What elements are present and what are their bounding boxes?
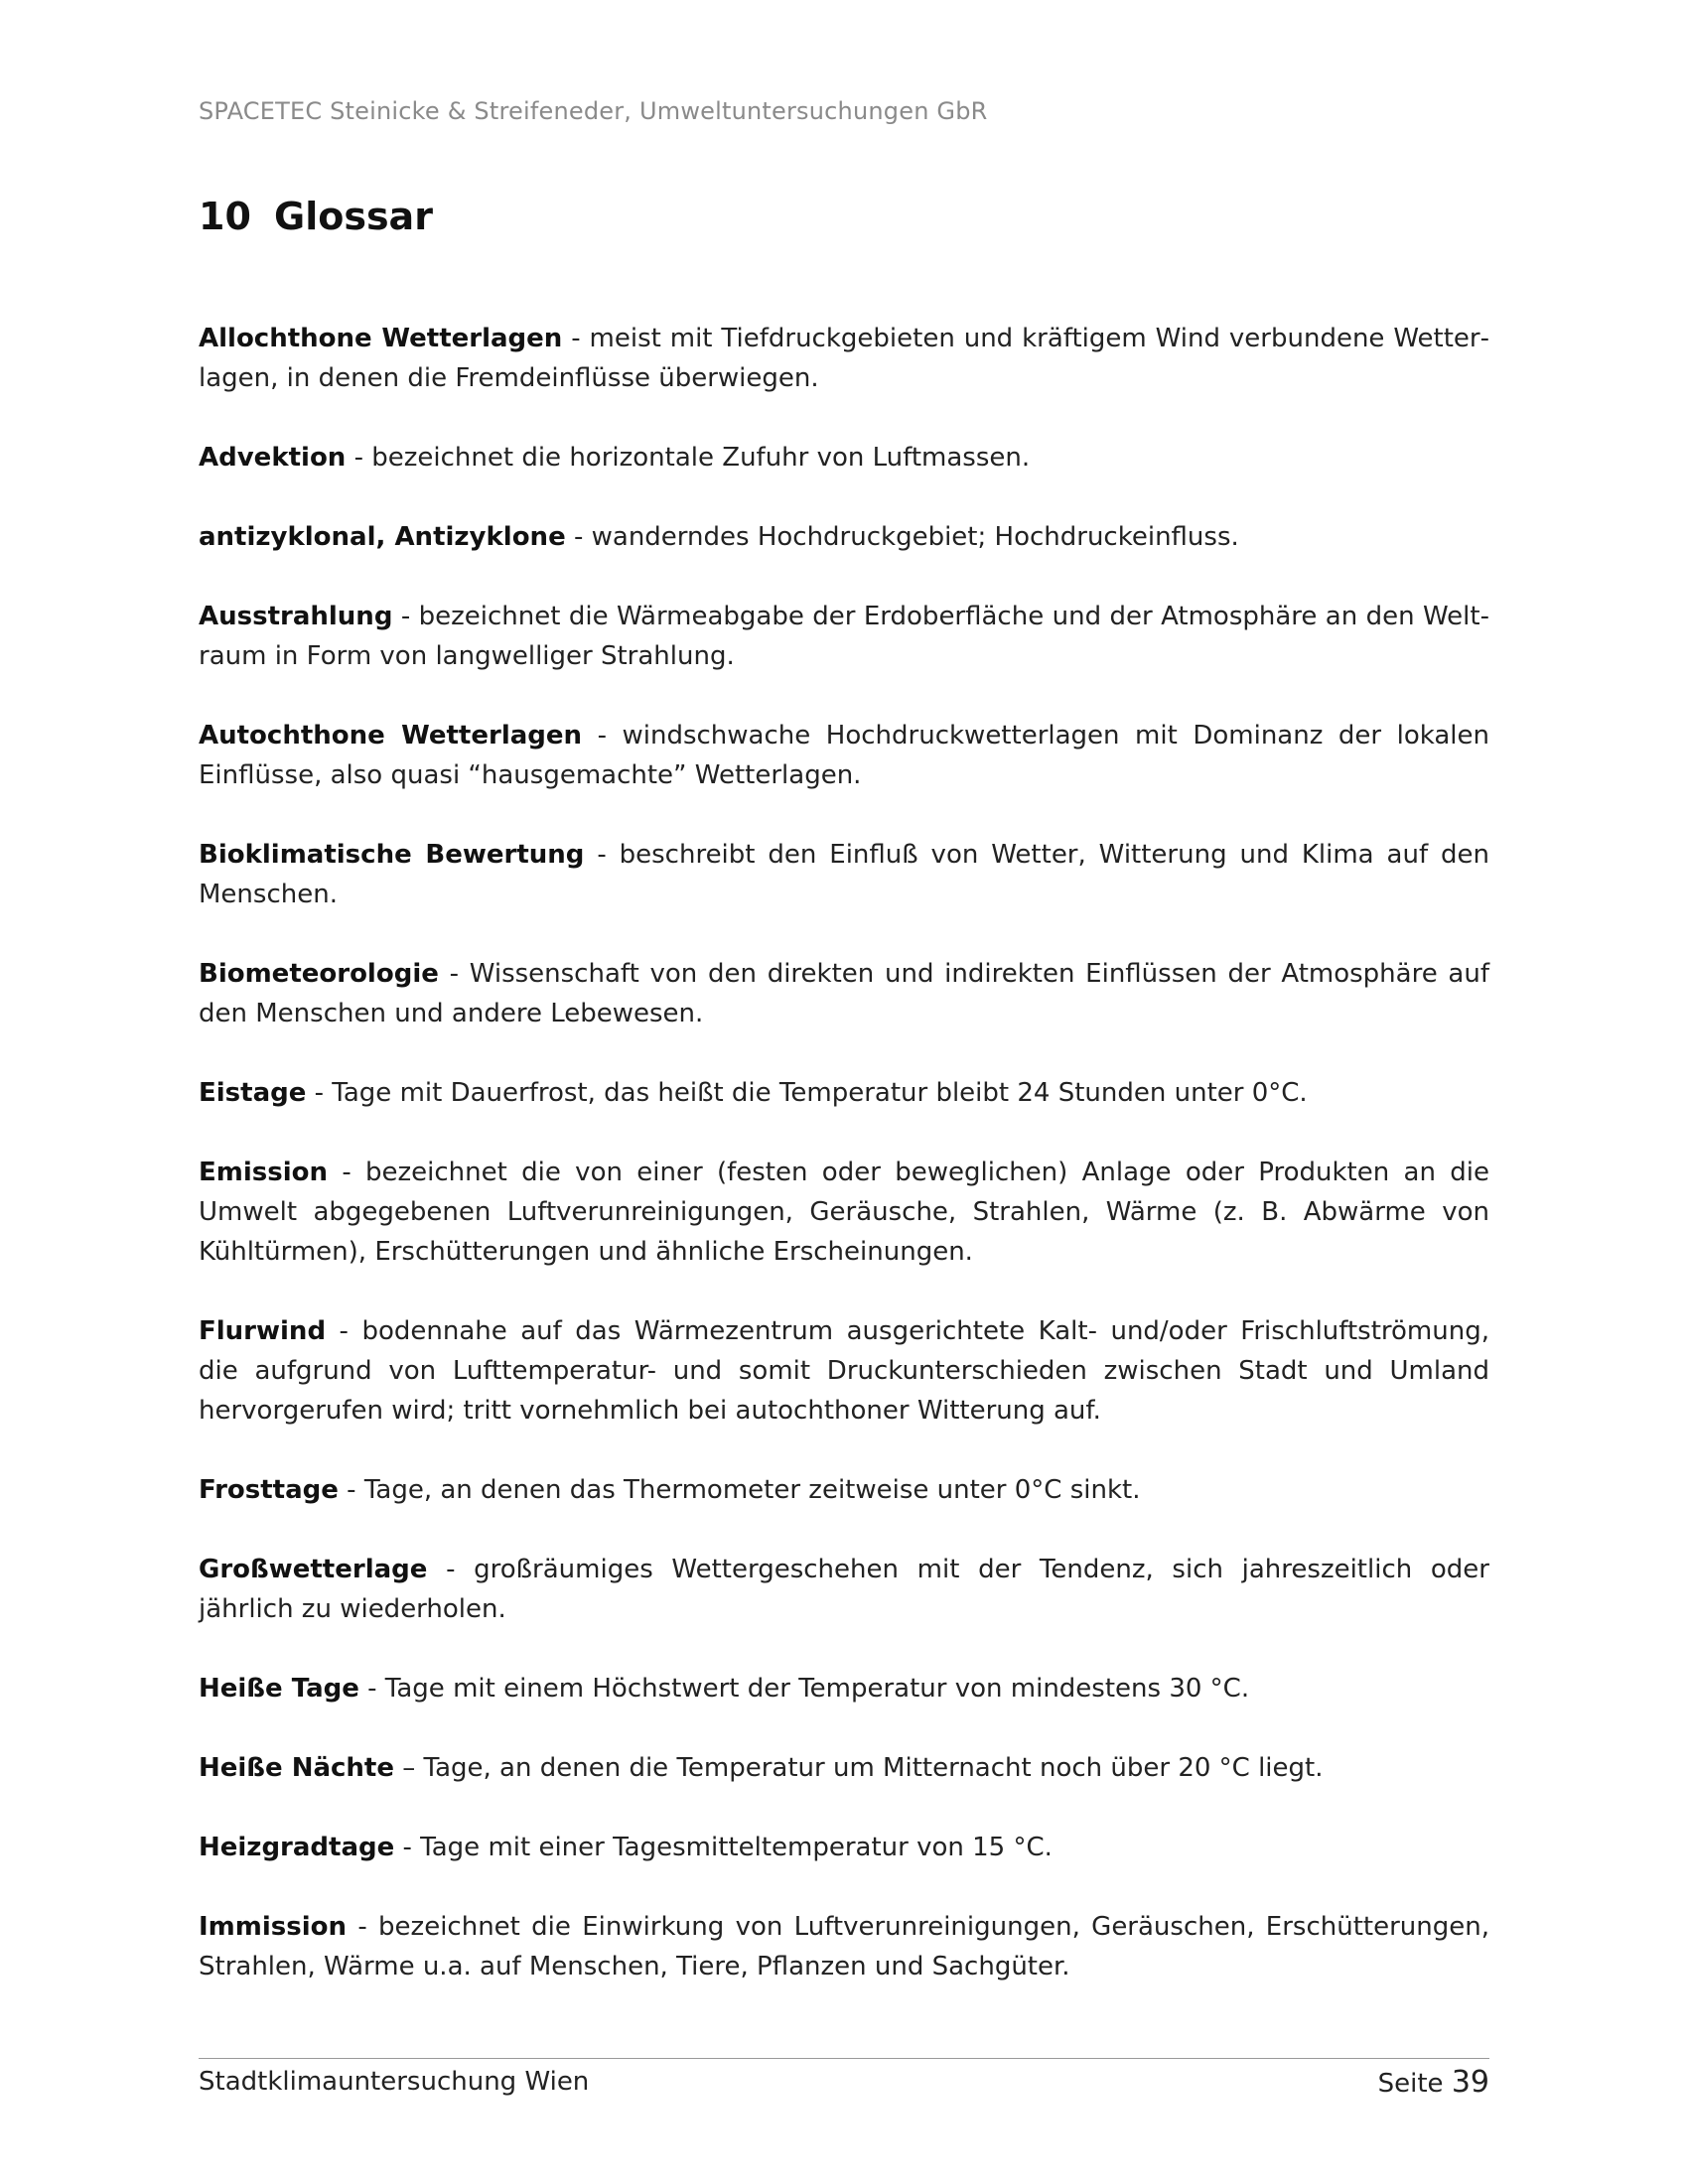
glossary-term: Biometeorologie [199, 959, 439, 989]
term-separator: - [328, 1158, 366, 1187]
glossary-entry [199, 835, 1489, 914]
glossary-entry [199, 438, 1489, 478]
glossary-term: antizyklonal, Antizyklone [199, 522, 566, 552]
term-separator: - [394, 1833, 421, 1862]
glossary-definition: Tage, an denen die Temperatur um Mitternacht noch über 20 °C liegt. [423, 1753, 1324, 1783]
glossary-entry [199, 1550, 1489, 1629]
glossary-definition: meist mit Tiefdruckgebieten und kräftigem Wind verbundene Wetterlagen, in denen die Fremdeinflüsse überwiegen. [199, 324, 1489, 393]
glossary-entry [199, 517, 1489, 557]
glossary-definition: bezeichnet die Wärmeabgabe der Erdoberfläche und der Atmosphäre an den Weltraum in Form von langwelliger Strahlung. [199, 602, 1489, 671]
glossary-term: Flurwind [199, 1316, 327, 1346]
term-separator: - [326, 1316, 362, 1346]
glossary-entry [199, 1153, 1489, 1272]
glossary-term: Bioklimatische Bewertung [199, 840, 585, 870]
glossary-entry [199, 1470, 1489, 1510]
term-separator: - [306, 1078, 333, 1108]
chapter-heading [199, 195, 433, 238]
glossary-definition: Wissenschaft von den direkten und indirekten Einflüssen der Atmosphäre auf den Menschen und andere Lebewesen. [199, 959, 1489, 1028]
glossary-term: Frosttage [199, 1475, 339, 1505]
page-label: Seite [1377, 2069, 1444, 2099]
term-separator: - [346, 443, 372, 473]
glossary-entry [199, 1907, 1489, 1986]
glossary-entry [199, 1073, 1489, 1113]
term-separator: - [392, 602, 419, 631]
term-separator: - [562, 324, 590, 353]
page-number: 39 [1451, 2065, 1489, 2100]
running-header: SPACETEC Steinicke & Streifeneder, Umweltuntersuchungen GbR [199, 97, 988, 125]
glossary-definition: Tage mit Dauerfrost, das heißt die Temperatur bleibt 24 Stunden unter 0°C. [332, 1078, 1308, 1108]
chapter-title: Glossar [274, 195, 433, 238]
term-separator: - [427, 1555, 475, 1584]
term-separator: - [582, 721, 623, 751]
glossary-entry [199, 319, 1489, 398]
term-separator: - [358, 1674, 385, 1704]
glossary-term: Allochthone Wetterlagen [199, 324, 563, 353]
glossary-term: Großwetterlage [199, 1555, 428, 1584]
glossary-entry [199, 1828, 1489, 1867]
glossary-definition: bodennahe auf das Wärmezentrum ausgerichtete Kalt- und/oder Frischluftströmung, die aufgrund von Lufttemperatur- und somit Druckunterschieden zwischen Stadt und Umland hervorgerufen wird; tritt vornehmlich bei autochthoner Witterung auf. [199, 1316, 1489, 1426]
glossary-entry [199, 1669, 1489, 1708]
term-separator: - [565, 522, 592, 552]
glossary-definition: windschwache Hochdruckwetterlagen mit Dominanz der lokalen Einflüsse, also quasi “hausgemachte” Wetterlagen. [199, 721, 1489, 790]
glossary-entry [199, 716, 1489, 795]
glossary-entry [199, 954, 1489, 1033]
term-separator: - [584, 840, 620, 870]
glossary-term: Ausstrahlung [199, 602, 393, 631]
glossary-entry [199, 1311, 1489, 1431]
glossary-definition: wanderndes Hochdruckgebiet; Hochdruckeinfluss. [591, 522, 1239, 552]
glossary-term: Heizgradtage [199, 1833, 395, 1862]
glossary-definition: bezeichnet die Einwirkung von Luftverunreinigungen, Geräuschen, Erschütterungen, Strahlen, Wärme u.a. auf Menschen, Tiere, Pflanzen und Sachgüter. [199, 1912, 1489, 1981]
footer-page-info [1378, 2065, 1489, 2100]
term-separator: – [393, 1753, 424, 1783]
glossary-definition: bezeichnet die von einer (festen oder beweglichen) Anlage oder Produkten an die Umwelt abgegebenen Luftverunreinigungen, Geräusche, Strahlen, Wärme (z. B. Abwärme von Kühltürmen), Erschütterungen und ähnliche Erscheinungen. [199, 1158, 1489, 1267]
glossary-definition: beschreibt den Einfluß von Wetter, Witterung und Klima auf den Menschen. [199, 840, 1489, 909]
chapter-number: 10 [199, 195, 251, 238]
term-separator: - [347, 1912, 379, 1942]
glossary-definition: Tage mit einer Tagesmitteltemperatur von 15 °C. [420, 1833, 1053, 1862]
glossary-term: Emission [199, 1158, 328, 1187]
glossary-entry [199, 597, 1489, 676]
glossary-term: Immission [199, 1912, 348, 1942]
glossary-term: Heiße Tage [199, 1674, 359, 1704]
glossary-list [199, 319, 1489, 2026]
term-separator: - [338, 1475, 364, 1505]
glossary-definition: großräumiges Wettergeschehen mit der Tendenz, sich jahreszeitlich oder jährlich zu wiederholen. [199, 1555, 1489, 1624]
glossary-term: Autochthone Wetterlagen [199, 721, 583, 751]
glossary-definition: Tage, an denen das Thermometer zeitweise unter 0°C sinkt. [363, 1475, 1141, 1505]
footer-divider [199, 2058, 1489, 2059]
glossary-term: Heiße Nächte [199, 1753, 394, 1783]
glossary-term: Eistage [199, 1078, 307, 1108]
glossary-definition: bezeichnet die horizontale Zufuhr von Luftmassen. [371, 443, 1031, 473]
glossary-term: Advektion [199, 443, 347, 473]
glossary-entry [199, 1748, 1489, 1788]
term-separator: - [438, 959, 470, 989]
glossary-definition: Tage mit einem Höchstwert der Temperatur von mindestens 30 °C. [384, 1674, 1250, 1704]
footer-document-title: Stadtklimauntersuchung Wien [199, 2067, 590, 2097]
